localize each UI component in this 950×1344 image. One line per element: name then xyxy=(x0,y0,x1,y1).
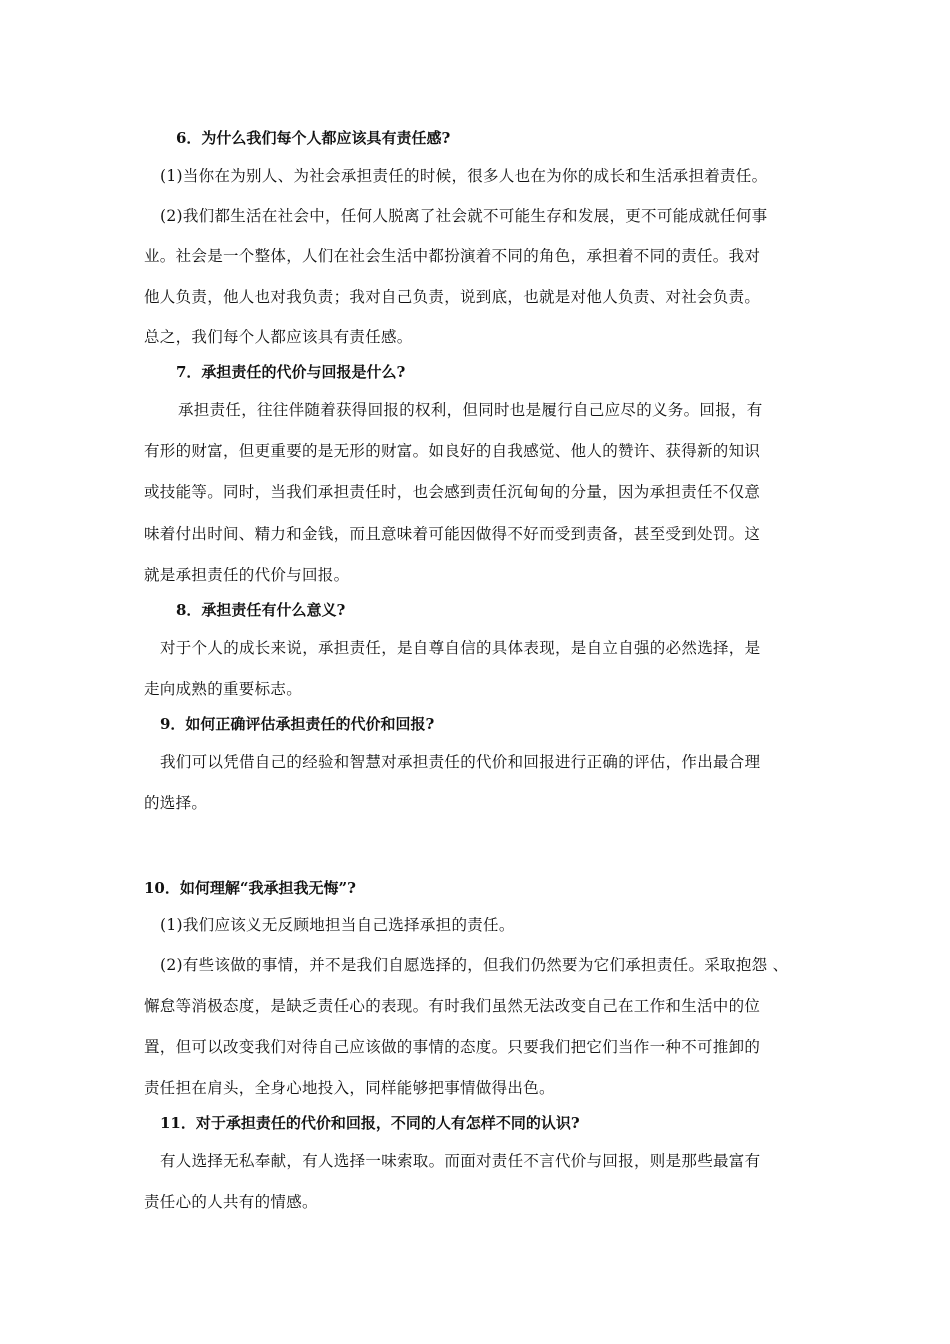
answer-7-line-2: 有形的财富，但更重要的是无形的财富。如良好的自我感觉、他人的赞许、获得新的知识 xyxy=(144,442,761,460)
answer-11-line-1: 有人选择无私奉献，有人选择一味索取。而面对责任不言代价与回报，则是那些最富有 xyxy=(160,1152,761,1170)
answer-6-line-4: 他人负责，他人也对我负责；我对自己负责，说到底，也就是对他人负责、对社会负责。 xyxy=(144,288,761,306)
answer-7-line-3: 或技能等。同时，当我们承担责任时，也会感到责任沉甸甸的分量，因为承担责任不仅意 xyxy=(144,483,761,501)
question-9-heading: 9．如何正确评估承担责任的代价和回报? xyxy=(160,715,435,733)
question-11-heading: 11．对于承担责任的代价和回报，不同的人有怎样不同的认识? xyxy=(160,1114,580,1132)
answer-10-line-5: 责任担在肩头，全身心地投入，同样能够把事情做得出色。 xyxy=(144,1079,555,1097)
answer-8-line-1: 对于个人的成长来说，承担责任，是自尊自信的具体表现，是自立自强的必然选择，是 xyxy=(160,639,761,657)
answer-8-line-2: 走向成熟的重要标志。 xyxy=(144,680,303,698)
answer-7-line-4: 味着付出时间、精力和金钱，而且意味着可能因做得不好而受到责备，甚至受到处罚。这 xyxy=(144,525,761,543)
question-7-heading: 7．承担责任的代价与回报是什么? xyxy=(176,363,406,381)
answer-9-line-1: 我们可以凭借自己的经验和智慧对承担责任的代价和回报进行正确的评估，作出最合理 xyxy=(160,753,761,771)
answer-6-line-5: 总之，我们每个人都应该具有责任感。 xyxy=(144,328,413,346)
answer-10-line-4: 置，但可以改变我们对待自己应该做的事情的态度。只要我们把它们当作一种不可推卸的 xyxy=(144,1038,761,1056)
answer-11-line-2: 责任心的人共有的情感。 xyxy=(144,1193,318,1211)
answer-10-line-1: (1)我们应该义无反顾地担当自己选择承担的责任。 xyxy=(160,916,515,934)
answer-7-line-5: 就是承担责任的代价与回报。 xyxy=(144,566,350,584)
question-10-heading: 10．如何理解“我承担我无悔”? xyxy=(144,879,356,897)
answer-10-line-2: (2)有些该做的事情，并不是我们自愿选择的，但我们仍然要为它们承担责任。采取抱怨 、 xyxy=(160,956,789,974)
answer-7-line-1: 承担责任，往往伴随着获得回报的权利，但同时也是履行自己应尽的义务。回报，有 xyxy=(178,401,763,419)
question-6-heading: 6．为什么我们每个人都应该具有责任感? xyxy=(176,129,451,147)
answer-6-line-3: 业。社会是一个整体，人们在社会生活中都扮演着不同的角色，承担着不同的责任。我对 xyxy=(144,247,761,265)
answer-6-line-1: (1)当你在为别人、为社会承担责任的时候，很多人也在为你的成长和生活承担着责任。 xyxy=(160,167,768,185)
answer-10-line-3: 懈怠等消极态度，是缺乏责任心的表现。有时我们虽然无法改变自己在工作和生活中的位 xyxy=(144,997,761,1015)
question-8-heading: 8．承担责任有什么意义? xyxy=(176,601,346,619)
answer-6-line-2: (2)我们都生活在社会中，任何人脱离了社会就不可能生存和发展，更不可能成就任何事 xyxy=(160,207,768,225)
answer-9-line-2: 的选择。 xyxy=(144,794,208,812)
